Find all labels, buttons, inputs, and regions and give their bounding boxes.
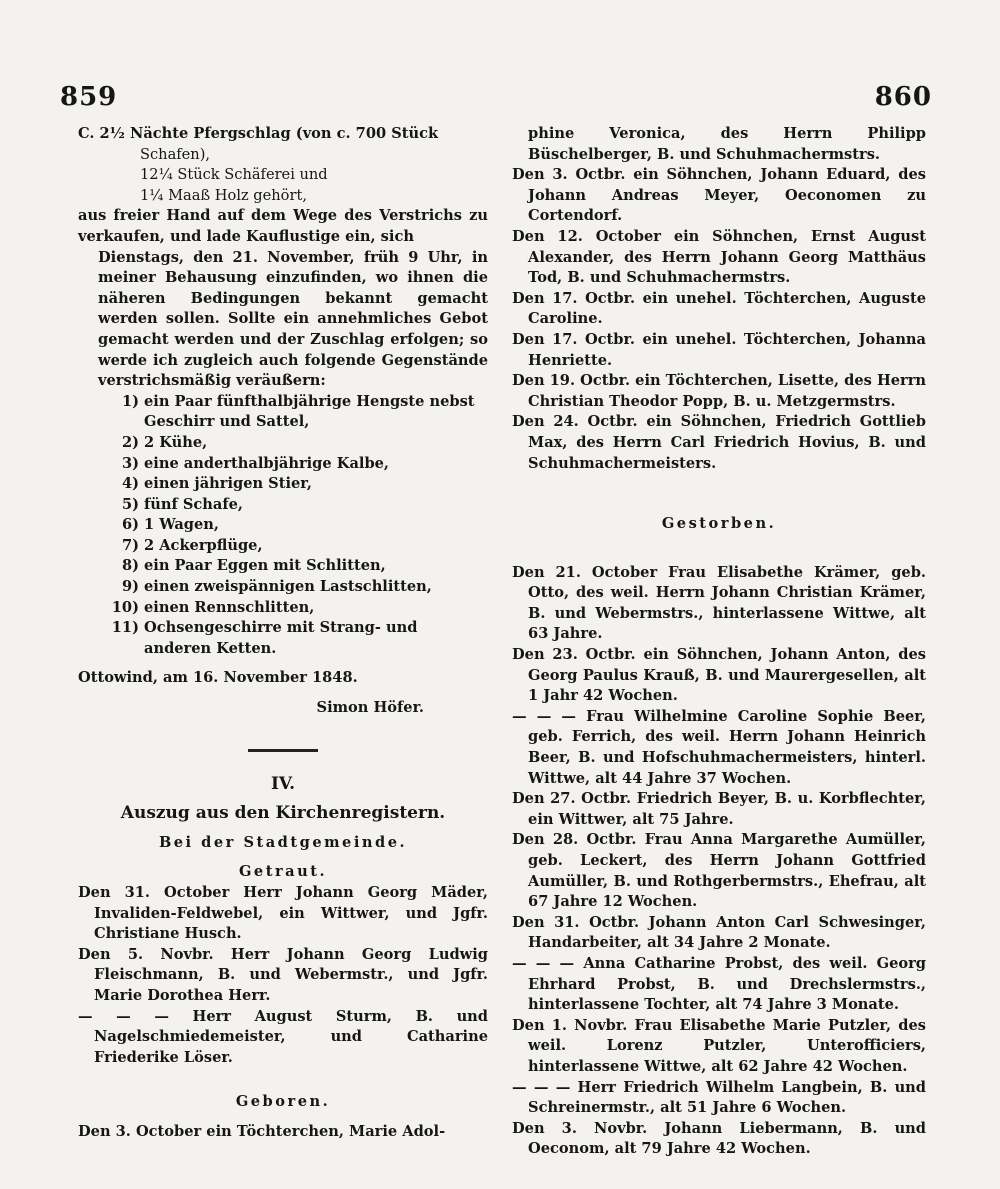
list-item: 4) einen jährigen Stier, <box>121 475 312 493</box>
death-entry: Den 31. Octbr. Johann Anton Carl Schwesinger, Handarbeiter, alt 34 Jahre 2 Monate. <box>512 913 926 952</box>
married-entry: Den 5. Novbr. Herr Johann Georg Ludwig Fleischmann, B. und Webermstr., und Jgfr. Marie Dorothea Herr. <box>78 945 488 1004</box>
death-entry: Den 28. Octbr. Frau Anna Margarethe Aumüller, geb. Leckert, des Herrn Johann Gottfried Aumüller, B. und Rothgerbermstrs., Ehefrau, alt 67 Jahre 12 Wochen. <box>512 831 926 911</box>
death-entry: Den 3. Novbr. Johann Liebermann, B. und Oeconom, alt 79 Jahre 42 Wochen. <box>512 1119 926 1158</box>
death-entry: Den 27. Octbr. Friedrich Beyer, B. u. Korbflechter, ein Wittwer, alt 75 Jahre. <box>512 790 926 828</box>
list-item: 7) 2 Ackerpflüge, <box>121 536 263 554</box>
death-entry: — — — Anna Catharine Probst, des weil. Georg Ehrhard Probst, B. und Drechslermstrs., hinterlassene Tochter, alt 74 Jahre 3 Monate. <box>512 954 926 1014</box>
offer-line-1: C. 2½ Nächte Pfergschlag (von c. 700 Stück <box>78 125 439 142</box>
married-entry: — — — Herr August Sturm, B. und Nagelschmiedemeister, und Catharine Friederike Löser. <box>78 1007 488 1066</box>
offer-line-3: 12¼ Stück Schäferei und <box>140 166 328 184</box>
born-entry: Den 12. October ein Söhnchen, Ernst August Alexander, des Herrn Johann Georg Matthäus Tod, B. und Schuhmachermstrs. <box>512 227 926 287</box>
born-entry-continued: phine Veronica, des Herrn Philipp Büschelberger, B. und Schuhmachermstrs. <box>528 125 926 163</box>
page-number-right: 860 <box>874 82 932 112</box>
death-entry: — — — Herr Friedrich Wilhelm Langbein, B. und Schreinermstr., alt 51 Jahre 6 Wochen. <box>512 1078 926 1117</box>
death-entry: Den 1. Novbr. Frau Elisabethe Marie Putzler, des weil. Lorenz Putzler, Unterofficiers, hinterlassene Wittwe, alt 62 Jahre 42 Wochen. <box>512 1016 926 1075</box>
list-item: 10) einen Rennschlitten, <box>111 598 315 616</box>
death-entry: Den 23. Octbr. ein Söhnchen, Johann Anton, des Georg Paulus Krauß, B. und Maurergesellen, alt 1 Jahr 42 Wochen. <box>512 646 926 705</box>
section-subtitle: Bei der Stadtgemeinde. <box>158 833 408 851</box>
notice-body-2: Dienstags, den 21. November, früh 9 Uhr, in meiner Behausung einzufinden, wo ihnen die näheren Bedingungen bekannt gemacht werden sollen. Sollte ein annehmliches Gebot gemacht werden und der Zuschlag erfolgen; so werde ich zugleich auch folgende Gegenstände verstrichsmäßig veräußern: <box>98 248 488 390</box>
page-number-left: 859 <box>60 82 118 112</box>
offer-line-2: Schafen), <box>140 145 211 163</box>
item-list <box>78 392 488 660</box>
heading-married: Getraut. <box>238 863 328 881</box>
heading-died: Gestorben. <box>661 515 777 533</box>
list-item: 8) ein Paar Eggen mit Schlitten, <box>121 557 386 575</box>
list-item: 9) einen zweispännigen Lastschlitten, <box>121 578 432 596</box>
born-entry: Den 3. October ein Töchterchen, Marie Adol- <box>78 1122 446 1140</box>
born-entry: Den 17. Octbr. ein unehel. Töchterchen, Johanna Henriette. <box>512 330 926 369</box>
section-number: IV. <box>270 773 296 794</box>
born-entry: Den 3. Octbr. ein Söhnchen, Johann Eduard, des Johann Andreas Meyer, Oeconomen zu Cortendorf. <box>512 166 926 225</box>
born-entry: Den 19. Octbr. ein Töchterchen, Lisette, des Herrn Christian Theodor Popp, B. u. Metzgermstrs. <box>512 372 927 410</box>
section-title: Auszug aus den Kirchenregistern. <box>120 803 446 824</box>
list-item: 1) ein Paar fünfthalbjährige Hengste nebst Geschirr und Sattel, <box>121 392 475 431</box>
list-item: 5) fünf Schafe, <box>121 495 243 513</box>
born-entry: Den 17. Octbr. ein unehel. Töchterchen, Auguste Caroline. <box>512 289 926 328</box>
left-column <box>78 124 488 1143</box>
right-column <box>512 124 926 1160</box>
married-entry: Den 31. October Herr Johann Georg Mäder, Invaliden-Feldwebel, ein Wittwer, und Jgfr. Christiane Husch. <box>78 884 488 943</box>
place-date: Ottowind, am 16. November 1848. <box>78 669 358 687</box>
death-entry: — — — Frau Wilhelmine Caroline Sophie Beer, geb. Ferrich, des weil. Herrn Johann Heinrich Beer, B. und Hofschuhmachermeisters, hinterl. Wittwe, alt 44 Jahre 37 Wochen. <box>512 707 926 787</box>
list-item: 2) 2 Kühe, <box>121 433 208 451</box>
list-item: 6) 1 Wagen, <box>121 516 219 534</box>
offer-line-4: 1¼ Maaß Holz gehört, <box>140 186 307 204</box>
notice-body-1: aus freier Hand auf dem Wege des Verstrichs zu verkaufen, und lade Kauflustige ein, sich <box>78 207 488 245</box>
born-entry: Den 24. Octbr. ein Söhnchen, Friedrich Gottlieb Max, des Herrn Carl Friedrich Hovius, B. und Schuhmachermeisters. <box>512 413 926 472</box>
death-entry: Den 21. October Frau Elisabethe Krämer, geb. Otto, des weil. Herrn Johann Christian Krämer, B. und Webermstrs., hinterlassene Wittwe, alt 63 Jahre. <box>512 563 926 643</box>
list-item: 3) eine anderthalbjährige Kalbe, <box>121 454 390 472</box>
heading-born: Geboren. <box>235 1093 331 1111</box>
list-item: 11) Ochsengeschirre mit Strang- und anderen Ketten. <box>111 619 418 657</box>
signature: Simon Höfer. <box>316 699 424 717</box>
